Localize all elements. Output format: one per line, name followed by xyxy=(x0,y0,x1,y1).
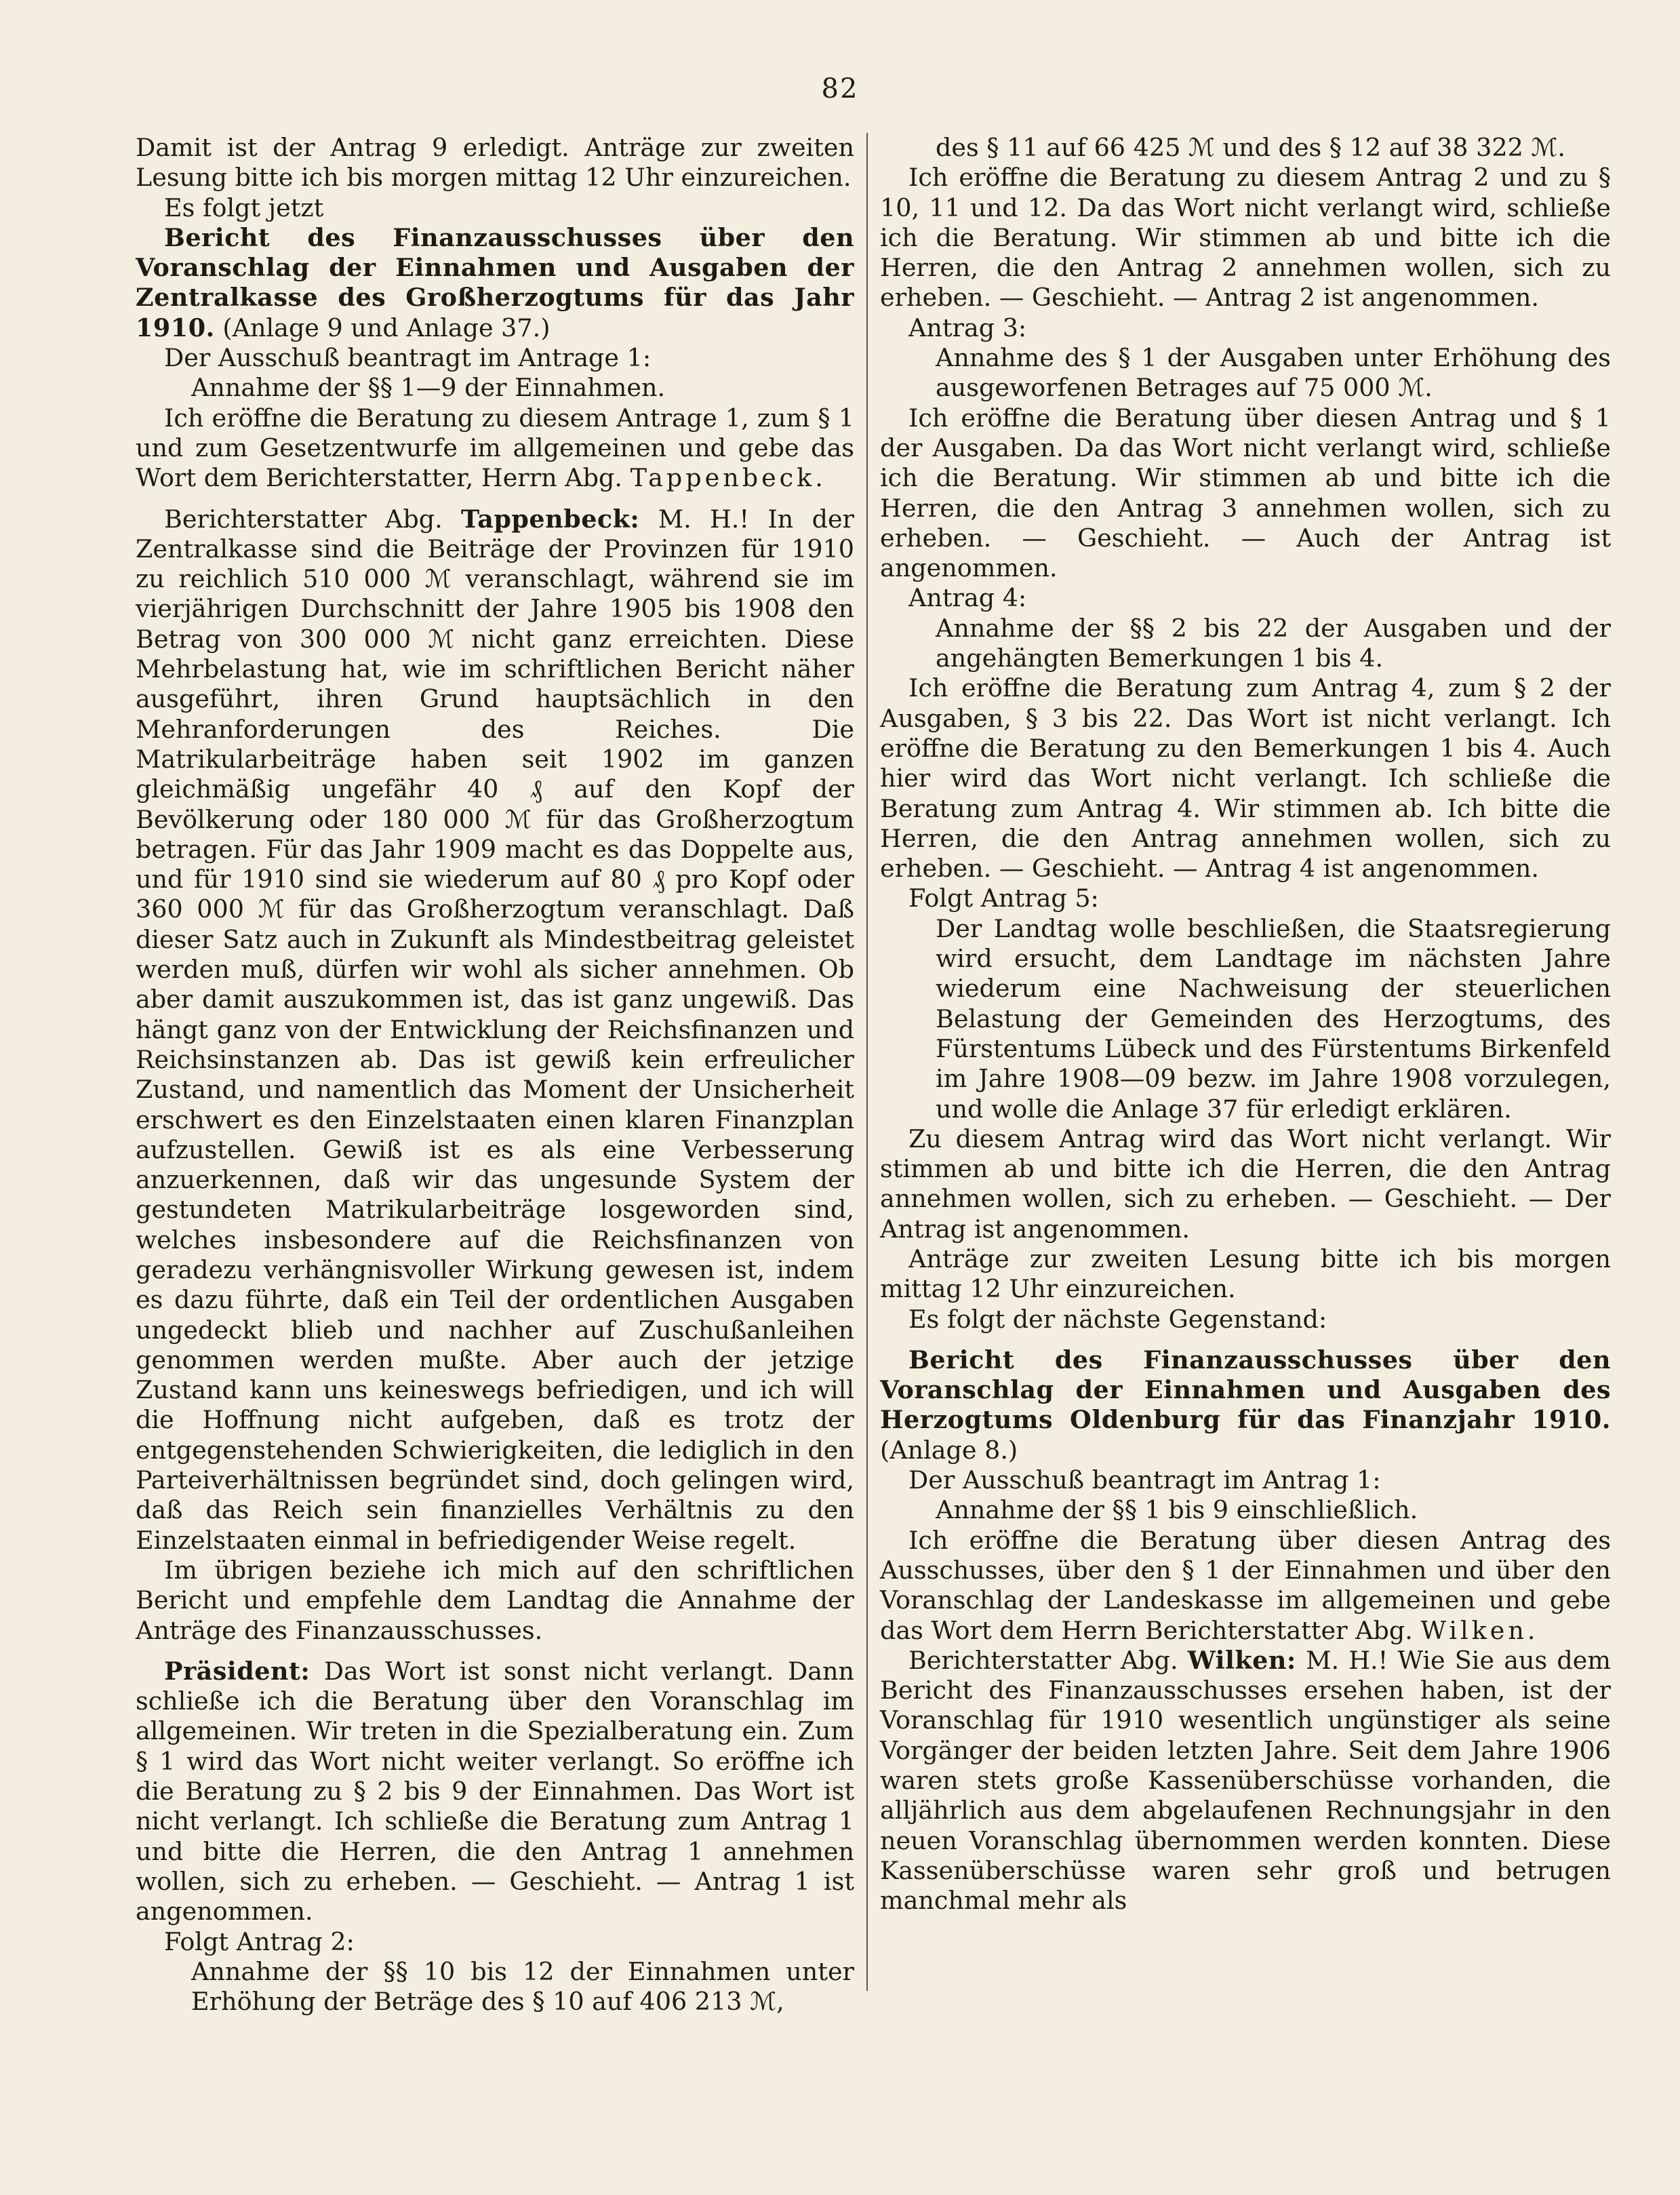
paragraph xyxy=(880,403,1611,584)
paragraph xyxy=(880,163,1611,313)
column-divider xyxy=(866,133,868,1991)
paragraph-text: Annahme der §§ 10 bis 12 der Einnahmen unter Erhöhung der Beträge des § 10 auf 406 213 ℳ, xyxy=(191,1956,854,2017)
speaker-role: Berichterstatter Abg. xyxy=(908,1645,1188,1675)
page-number: 82 xyxy=(821,73,859,104)
paragraph-text: . xyxy=(815,463,823,493)
paragraph-text: Ich eröffne die Beratung zu diesem Antrag 2 und zu § 10, 11 und 12. Da das Wort nicht verlangt wird, schließe ich die Beratung. Wir stimmen ab und bitte ich die Herren, die den Antrag 2 annehmen wollen, sich zu erheben. — Geschieht. — Antrag 2 ist angenommen. xyxy=(880,163,1611,313)
speech-paragraph xyxy=(136,505,854,1556)
speech-text: Das Wort ist sonst nicht verlangt. Dann schließe ich die Beratung über den Voranschlag im allgemeinen. Wir treten in die Spezialberatung ein. Zum § 1 wird das Wort nicht weiter verlangt. So eröffne ich die Beratung zu § 2 bis 9 der Einnahmen. Das Wort ist nicht verlangt. Ich schließe die Beratung zum Antrag 1 und bitte die Herren, die den Antrag 1 annehmen wollen, sich zu erheben. — Geschieht. — Antrag 1 ist angenommen. xyxy=(136,1656,854,1926)
paragraph-text: Ich eröffne die Beratung zu diesem Antrage 1, zum § 1 und zum Gesetzentwurfe im allgemeinen und gebe das Wort dem Berichterstatter, Herrn Abg. xyxy=(136,403,854,493)
paragraph xyxy=(136,403,854,494)
paragraph-text: Es folgt der nächste Gegenstand: xyxy=(908,1304,1327,1334)
paragraph xyxy=(880,313,1611,343)
paragraph-text: Ich eröffne die Beratung zum Antrag 4, zum § 2 der Ausgaben, § 3 bis 22. Das Wort ist nicht verlangt. Ich eröffne die Beratung zu den Bemerkungen 1 bis 4. Auch hier wird das Wort nicht verlangt. Ich schließe die Beratung zum Antrag 4. Wir stimmen ab. Ich bitte die Herren, die den Antrag annehmen wollen, sich zu erheben. — Geschieht. — Antrag 4 ist angenommen. xyxy=(880,673,1611,884)
speaker-role: Berichterstatter Abg. xyxy=(164,504,462,534)
speaker-name: Wilken: xyxy=(1187,1645,1296,1675)
motion-text xyxy=(136,373,854,403)
speaker-name-spaced: Tappenbeck xyxy=(630,463,816,493)
paragraph-text: Damit ist der Antrag 9 erledigt. Anträge zur zweiten Lesung bitte ich bis morgen mittag 12 Uhr einzureichen. xyxy=(136,133,854,193)
paragraph xyxy=(136,133,854,193)
paragraph xyxy=(880,583,1611,613)
speaker-name: Präsident: xyxy=(164,1656,311,1686)
paragraph-text: Folgt Antrag 5: xyxy=(908,884,1099,913)
speech-paragraph xyxy=(880,1646,1611,1916)
paragraph-text: Ich eröffne die Beratung über diesen Antrag des Ausschusses, über den § 1 der Einnahmen und über den Voranschlag der Landeskasse im allgemeinen und gebe das Wort dem Herrn Berichterstatter Abg. xyxy=(880,1525,1611,1645)
left-column xyxy=(136,133,854,2017)
motion-text xyxy=(880,133,1611,163)
paragraph xyxy=(136,1556,854,1646)
paragraph-text: Der Ausschuß beantragt im Antrag 1: xyxy=(908,1465,1381,1495)
agenda-heading xyxy=(880,1345,1611,1465)
heading-bold-text: Bericht des Finanzausschusses über den Voranschlag der Einnahmen und Ausgaben des Herzogtums Oldenburg für das Finanzjahr 1910. xyxy=(880,1345,1611,1435)
paragraph-text: Folgt Antrag 2: xyxy=(164,1926,355,1956)
paragraph-text: Antrag 4: xyxy=(908,583,1027,613)
paragraph-text: Der Ausschuß beantragt im Antrage 1: xyxy=(164,343,652,373)
paragraph-text: Im übrigen beziehe ich mich auf den schriftlichen Bericht und empfehle dem Landtag die Annahme der Anträge des Finanzausschusses. xyxy=(136,1555,854,1645)
motion-text xyxy=(880,343,1611,403)
heading-bold-text: Bericht des Finanzausschusses über den Voranschlag der Einnahmen und Ausgaben der Zentralkasse des Großherzogtums für das Jahr 1910. xyxy=(136,222,854,342)
right-column xyxy=(880,133,1611,1916)
paragraph-text: Annahme der §§ 2 bis 22 der Ausgaben und der angehängten Bemerkungen 1 bis 4. xyxy=(936,613,1611,673)
paragraph xyxy=(880,1244,1611,1305)
paragraph xyxy=(880,1305,1611,1334)
paragraph-text: Annahme des § 1 der Ausgaben unter Erhöhung des ausgeworfenen Betrages auf 75 000 ℳ. xyxy=(936,343,1611,403)
paragraph xyxy=(880,1465,1611,1495)
speech-paragraph xyxy=(136,1657,854,1927)
speech-text: M. H.! In der Zentralkasse sind die Beiträge der Provinzen für 1910 zu reichlich 510 000 ℳ veranschlagt, während sie im vierjährigen Durchschnitt der Jahre 1905 bis 1908 den Betrag von 300 000 ℳ nicht ganz erreichten. Diese Mehrbelastung hat, wie im schriftlichen Bericht näher ausgeführt, ihren Grund hauptsächlich in den Mehranforderungen des Reiches. Die Matrikularbeiträge haben seit 1902 im ganzen gleichmäßig ungefähr 40 ₰ auf den Kopf der Bevölkerung oder 180 000 ℳ für das Großherzogtum betragen. Für das Jahr 1909 macht es das Doppelte aus, und für 1910 sind sie wiederum auf 80 ₰ pro Kopf oder 360 000 ℳ für das Großherzogtum veranschlagt. Daß dieser Satz auch in Zukunft als Mindestbeitrag geleistet werden muß, dürfen wir wohl als sicher annehmen. Ob aber damit auszukommen ist, das ist ganz ungewiß. Das hängt ganz von der Entwicklung der Reichsfinanzen und Reichsinstanzen ab. Das ist gewiß kein erfreulicher Zustand, und namentlich das Moment der Unsicherheit erschwert es den Einzelstaaten einen klaren Finanzplan aufzustellen. Gewiß ist es als eine Verbesserung anzuerkennen, daß wir das ungesunde System der gestundeten Matrikularbeiträge losgeworden sind, welches insbesondere auf die Reichsfinanzen von geradezu verhängnisvoller Wirkung gewesen ist, indem es dazu führte, daß ein Teil der ordentlichen Ausgaben ungedeckt blieb und nachher auf Zuschußanleihen genommen werden mußte. Aber auch der jetzige Zustand kann uns keineswegs befriedigen, und ich will die Hoffnung nicht aufgeben, daß es trotz der entgegenstehenden Schwierigkeiten, die lediglich in den Parteiverhältnissen begründet sind, doch gelingen wird, daß das Reich sein finanzielles Verhältnis zu den Einzelstaaten einmal in befriedigender Weise regelt. xyxy=(136,504,855,1555)
paragraph-text: Der Landtag wolle beschließen, die Staatsregierung wird ersucht, dem Landtage im nächsten Jahre wiederum eine Nachweisung der steuerlichen Belastung der Gemeinden des Herzogtums, des Fürstentums Lübeck und des Fürstentums Birkenfeld im Jahre 1908—09 bezw. im Jahre 1908 vorzulegen, und wolle die Anlage 37 für erledigt erklären. xyxy=(936,913,1611,1124)
paragraph-text: Ich eröffne die Beratung über diesen Antrag und § 1 der Ausgaben. Da das Wort nicht verlangt wird, schließe ich die Beratung. Wir stimmen ab und bitte ich die Herren, die den Antrag 3 annehmen wollen, sich zu erheben. — Geschieht. — Auch der Antrag ist angenommen. xyxy=(880,403,1611,583)
heading-annex-text: (Anlage 8.) xyxy=(880,1435,1018,1465)
paragraph-text: Annahme der §§ 1 bis 9 einschließlich. xyxy=(936,1495,1418,1525)
paragraph xyxy=(880,1526,1611,1646)
paragraph-text: Zu diesem Antrag wird das Wort nicht verlangt. Wir stimmen ab und bitte ich die Herren, die den Antrag annehmen wollen, sich zu erheben. — Geschieht. — Der Antrag ist angenommen. xyxy=(880,1124,1611,1244)
paragraph xyxy=(136,343,854,373)
paragraph xyxy=(880,1124,1611,1244)
motion-text xyxy=(880,1495,1611,1525)
paragraph-text: des § 11 auf 66 425 ℳ und des § 12 auf 38 322 ℳ. xyxy=(936,133,1566,162)
agenda-heading xyxy=(136,223,854,343)
paragraph xyxy=(880,884,1611,913)
paragraph-text: Anträge zur zweiten Lesung bitte ich bis morgen mittag 12 Uhr einzureichen. xyxy=(880,1244,1611,1304)
paragraph-text: Annahme der §§ 1—9 der Einnahmen. xyxy=(191,373,666,403)
speaker-name-spaced: Wilken xyxy=(1420,1615,1527,1645)
paragraph-text: . xyxy=(1527,1615,1536,1645)
motion-text xyxy=(880,614,1611,674)
heading-annex-text: (Anlage 9 und Anlage 37.) xyxy=(214,313,551,342)
paragraph xyxy=(880,673,1611,884)
motion-text xyxy=(136,1957,854,2017)
motion-text xyxy=(880,914,1611,1124)
speaker-name: Tappenbeck: xyxy=(461,504,640,534)
speech-text: M. H.! Wie Sie aus dem Bericht des Finanzausschusses ersehen haben, ist der Voranschlag für 1910 wesentlich ungünstiger als seine Vorgänger der beiden letzten Jahre. Seit dem Jahre 1906 waren stets große Kassenüberschüsse vorhanden, die alljährlich aus dem abgelaufenen Rechnungsjahr in den neuen Voranschlag übernommen werden konnten. Diese Kassenüberschüsse waren sehr groß und betrugen manchmal mehr als xyxy=(880,1645,1611,1916)
paragraph-text: Antrag 3: xyxy=(908,313,1027,342)
paragraph-text: Es folgt jetzt xyxy=(164,193,324,222)
paragraph xyxy=(136,193,854,223)
paragraph xyxy=(136,1927,854,1957)
